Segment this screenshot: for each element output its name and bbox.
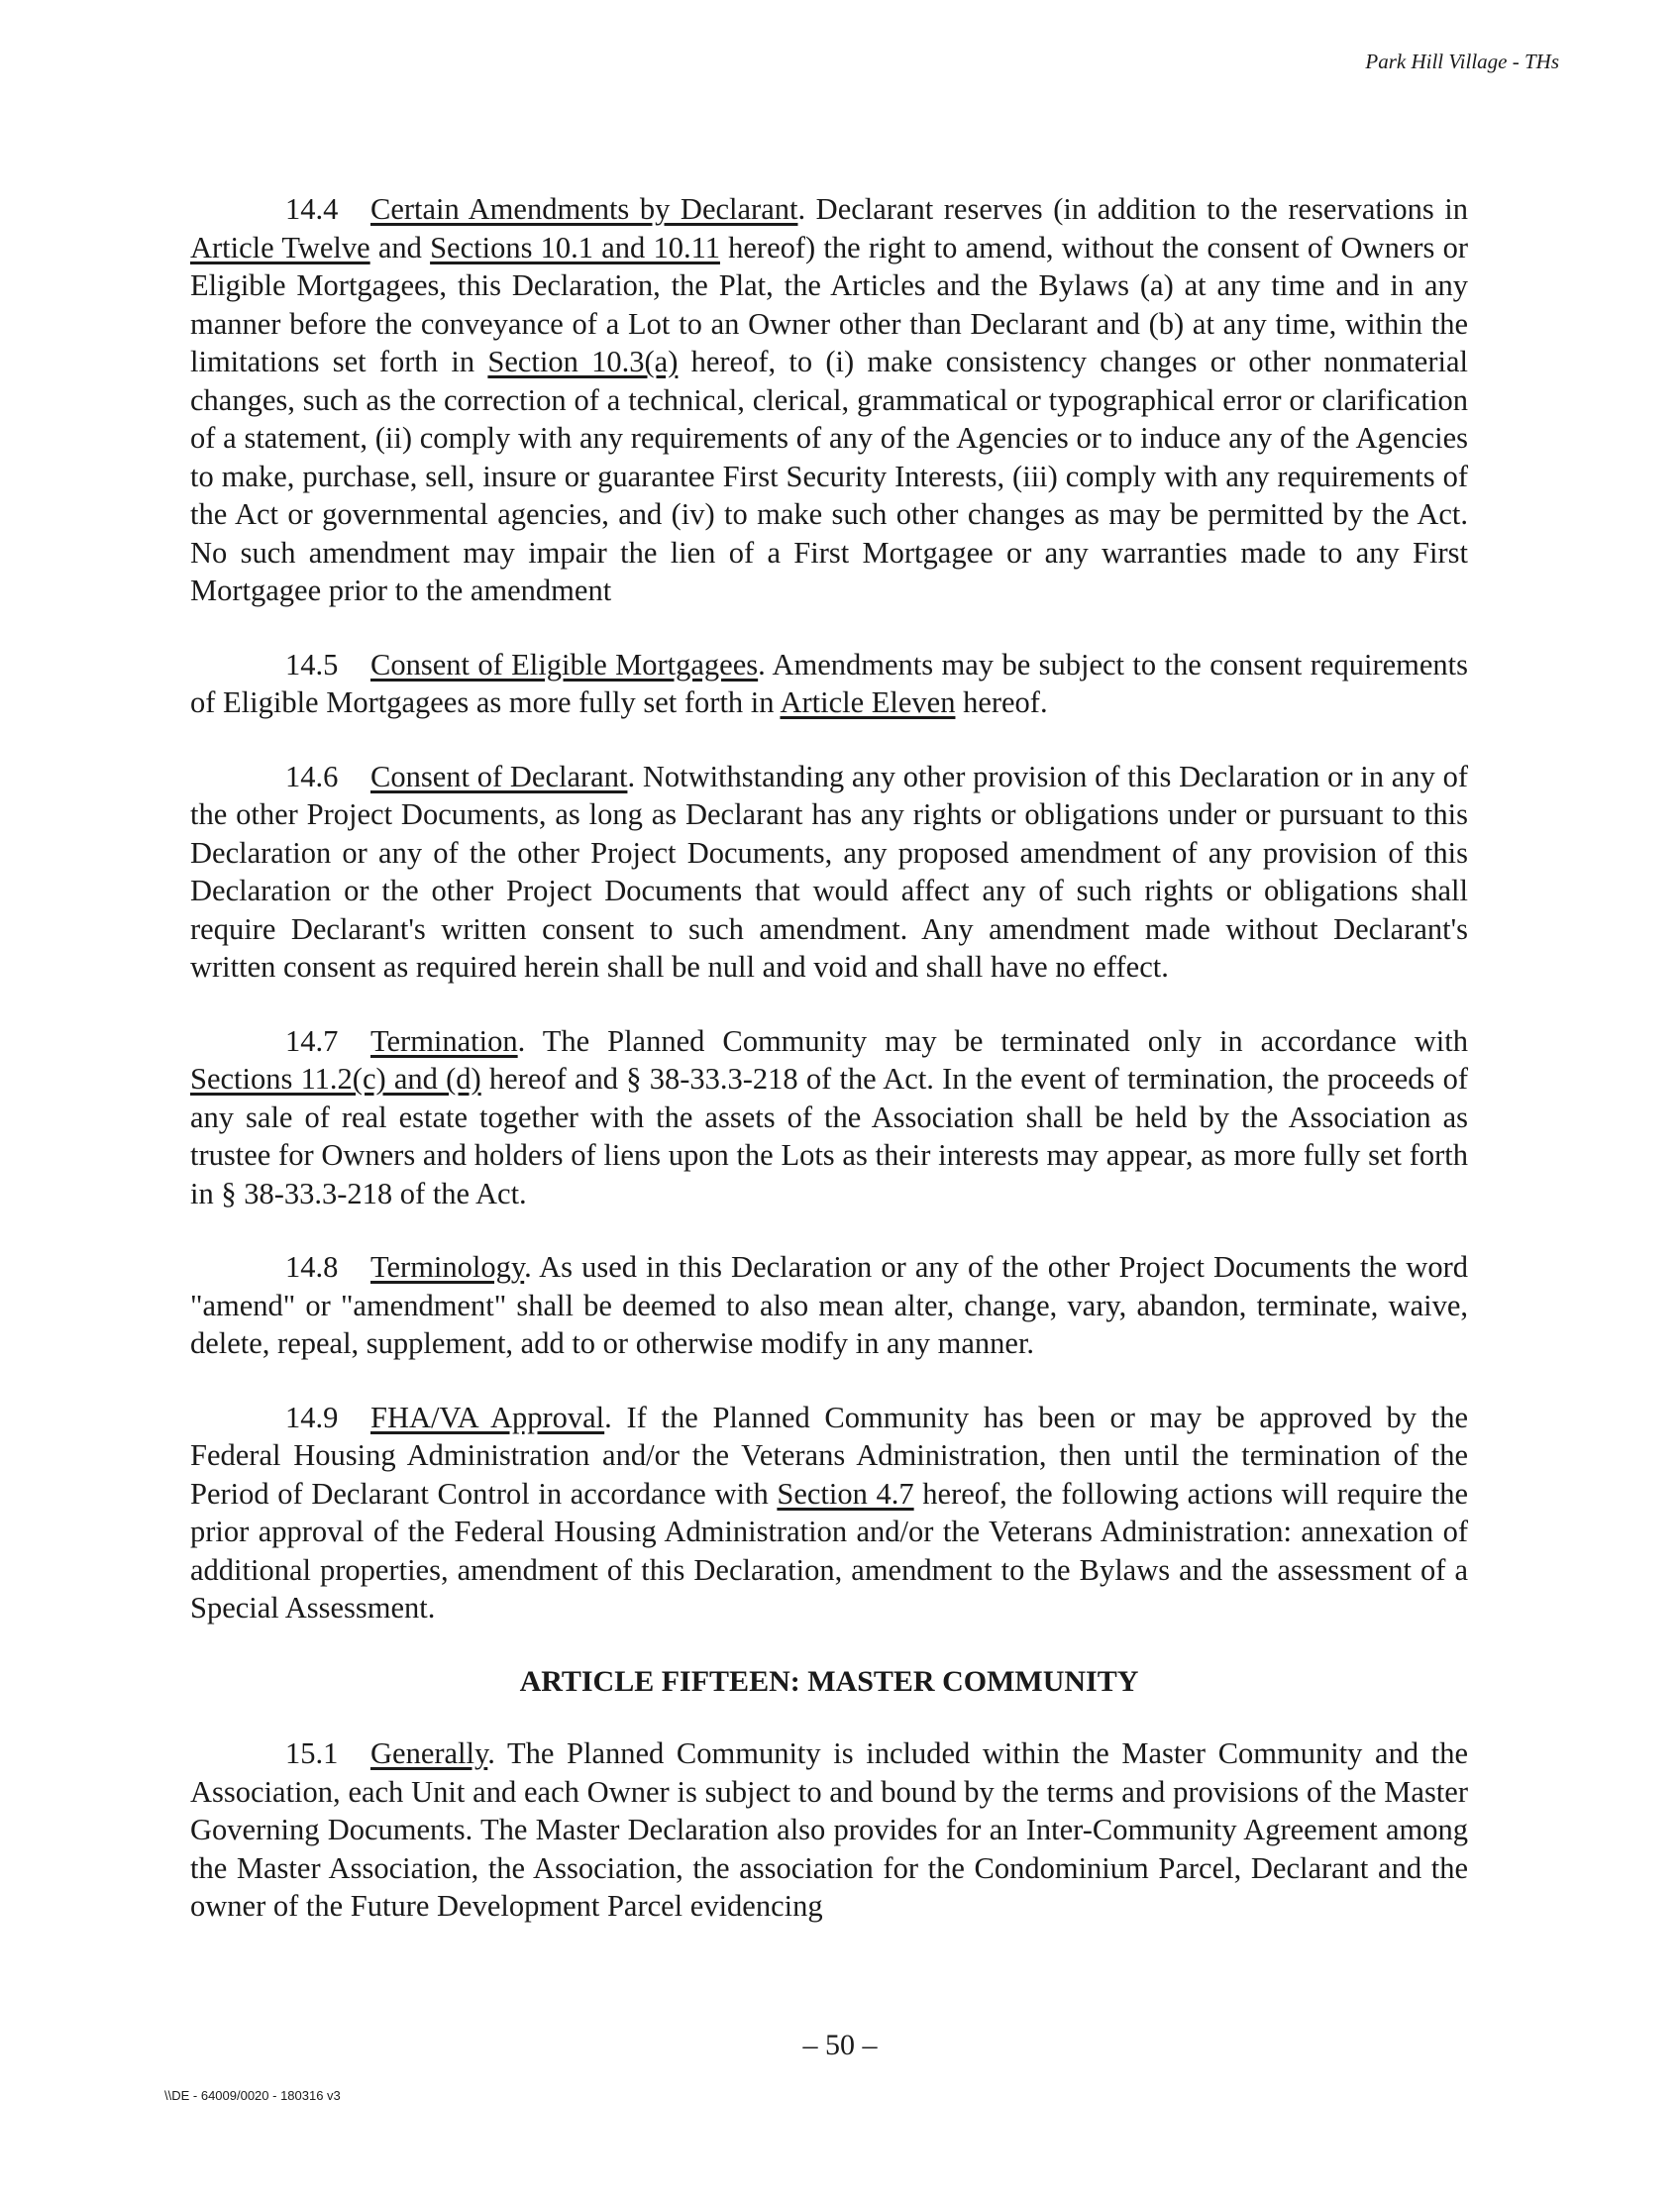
cross-reference: Article Twelve xyxy=(190,230,370,264)
document-id: \\DE - 64009/0020 - 180316 v3 xyxy=(164,2088,341,2103)
page-number: – 50 – xyxy=(802,2029,878,2061)
cross-reference: Section 4.7 xyxy=(777,1476,914,1511)
section-heading: Consent of Declarant xyxy=(370,759,628,793)
cross-reference: Section 10.3(a) xyxy=(487,345,679,378)
article-heading: ARTICLE FIFTEEN: MASTER COMMUNITY xyxy=(519,1664,1139,1698)
section-14-4: 14.4 Certain Amendments by Declarant. Declarant reserves (in addition to the reservations in Article Twelve and Sections 10.1 and 10.11 hereof) the right to amend, without the consent of Owners or Eligible Mortgagees, this Declaration, the Plat, the Articles and the Bylaws (a) at any time and in any manner before the conveyance of a Lot to an Owner other than Declarant and (b) at any time, within the limitations set forth in Section 10.3(a) hereof, to (i) make consistency changes or other nonmaterial changes, such as the correction of a technical, clerical, grammatical or typographical error or clarification of a statement, (ii) comply with any requirements of any of the Agencies or to induce any of the Agencies to make, purchase, sell, insure or guarantee First Security Interests, (iii) comply with any requirements of the Act or governmental agencies, and (iv) to make such other changes as may be permitted by the Act. No such amendment may impair the lien of a First Mortgagee or any warranties made to any First Mortgagee prior to the amendment xyxy=(190,192,1468,607)
section-heading: Terminology xyxy=(370,1250,525,1284)
cross-reference: Sections 11.2(c) and (d) xyxy=(190,1062,481,1096)
section-heading: Consent of Eligible Mortgagees xyxy=(370,647,759,682)
section-heading: Termination xyxy=(370,1023,518,1058)
section-number: 14.4 xyxy=(285,192,339,226)
section-number: 14.9 xyxy=(285,1400,339,1434)
section-14-7: 14.7 Termination. The Planned Community may be terminated only in accordance with Sections 11.2(c) and (d) hereof and § 38-33.3-218 of the Act. In the event of termination, the proceeds of any sale of real estate together with the assets of the Association shall be held by the Association as trustee for Owners and holders of liens upon the Lots as their interests may appear, as more fully set forth in § 38-33.3-218 of the Act. xyxy=(190,1023,1468,1210)
section-14-8: 14.8 Terminology. As used in this Declaration or any of the other Project Documents the word "amend" or "amendment" shall be deemed to also mean alter, change, vary, abandon, terminate, waive, delete, repeal, supplement, add to or otherwise modify in any manner. xyxy=(190,1250,1468,1360)
section-14-9: 14.9 FHA/VA Approval. If the Planned Community has been or may be approved by the Federal Housing Administration and/or the Veterans Administration, then until the termination of the Period of Declarant Control in accordance with Section 4.7 hereof, the following actions will require the prior approval of the Federal Housing Administration and/or the Veterans Administration: annexation of additional properties, amendment of this Declaration, amendment to the Bylaws and the assessment of a Special Assessment. xyxy=(190,1400,1469,1625)
section-heading: Generally xyxy=(370,1736,488,1770)
section-15-1: 15.1 Generally. The Planned Community is included within the Master Community and the Association, each Unit and each Owner is subject to and bound by the terms and provisions of the Master Governing Documents. The Master Declaration also provides for an Inter-Community Agreement among the Master Association, the Association, the association for the Condominium Parcel, Declarant and the owner of the Future Development Parcel evidencing xyxy=(190,1736,1468,1923)
section-number: 14.8 xyxy=(285,1250,339,1284)
section-number: 15.1 xyxy=(285,1736,339,1770)
section-number: 14.5 xyxy=(285,647,339,682)
section-14-5: 14.5 Consent of Eligible Mortgagees. Amendments may be subject to the consent requirements of Eligible Mortgagees as more fully set forth in Article Eleven hereof. xyxy=(190,647,1468,719)
running-header: Park Hill Village - THs xyxy=(1365,50,1559,73)
section-heading: Certain Amendments by Declarant xyxy=(370,192,798,226)
cross-reference: Sections 10.1 and 10.11 xyxy=(430,230,720,264)
section-number: 14.7 xyxy=(285,1023,339,1058)
section-number: 14.6 xyxy=(285,759,339,793)
section-heading: FHA/VA Approval xyxy=(370,1400,605,1434)
section-14-6: 14.6 Consent of Declarant. Notwithstanding any other provision of this Declaration or in any of the other Project Documents, as long as Declarant has any rights or obligations under or pursuant to this Declaration or any of the other Project Documents, any proposed amendment of any provision of this Declaration or the other Project Documents that would affect any of such rights or obligations shall require Declarant's written consent to such amendment. Any amendment made without Declarant's written consent as required herein shall be null and void and shall have no effect. xyxy=(190,759,1468,984)
document-body xyxy=(190,190,1468,1961)
cross-reference: Article Eleven xyxy=(780,685,956,719)
